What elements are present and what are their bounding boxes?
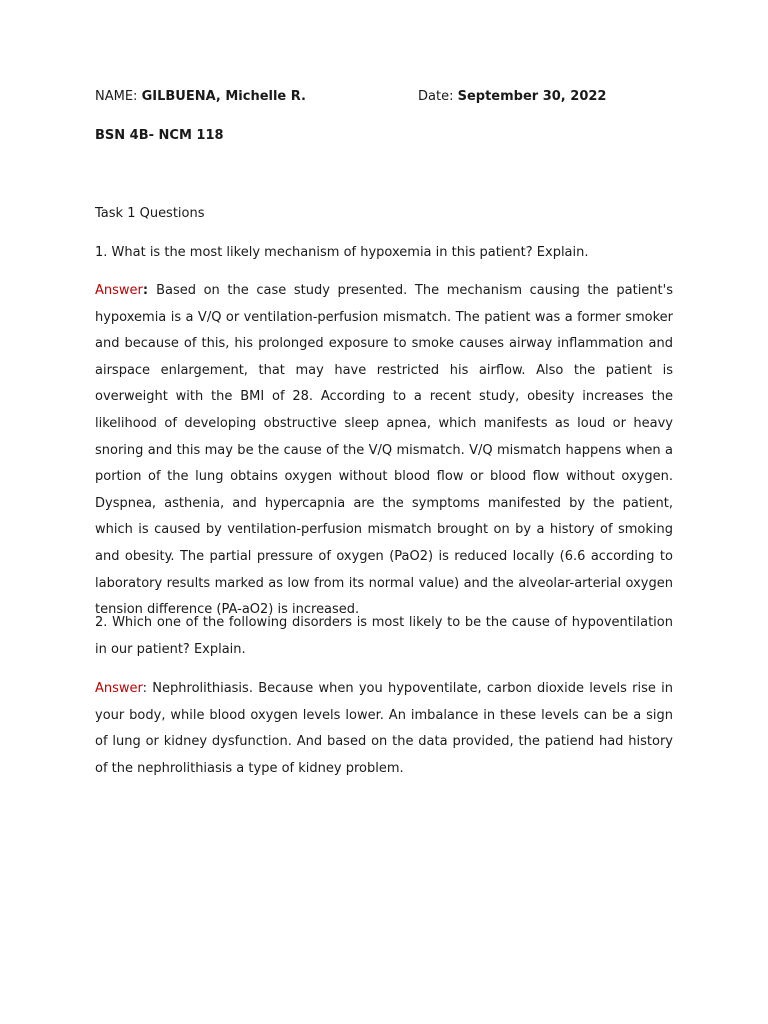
name-label: NAME: bbox=[95, 89, 142, 104]
student-name: GILBUENA, Michelle R. bbox=[141, 89, 306, 104]
answer-2 bbox=[95, 676, 673, 782]
answer-2-text: Nephrolithiasis. Because when you hypoventilate, carbon dioxide levels rise in your body, while blood oxygen levels lower. An imbalance in these levels can be a sign of lung or kidney dysfunction. And based on the data provided, the patiend had history of the nephrolithiasis a type of kidney problem. bbox=[95, 681, 673, 776]
date-value: September 30, 2022 bbox=[457, 89, 607, 104]
task-title: Task 1 Questions bbox=[95, 206, 205, 221]
question-1: 1. What is the most likely mechanism of hypoxemia in this patient? Explain. bbox=[95, 245, 589, 260]
date-label: Date: bbox=[418, 89, 458, 104]
answer-1-text: Based on the case study presented. The mechanism causing the patient's hypoxemia is a V/Q or ventilation-perfusion mismatch. The patient was a former smoker and because of this, his prolonged exposure to smoke causes airway inflammation and airspace enlargement, that may have restricted his airflow. Also the patient is overweight with the BMI of 28. According to a recent study, obesity increases the likelihood of developing obstructive sleep apnea, which manifests as loud or heavy snoring and this may be the cause of the V/Q mismatch. V/Q mismatch happens when a portion of the lung obtains oxygen without blood flow or blood flow without oxygen. Dyspnea, asthenia, and hypercapnia are the symptoms manifested by the patient, which is caused by ventilation-perfusion mismatch brought on by a history of smoking and obesity. The partial pressure of oxygen (PaO2) is reduced locally (6.6 according to laboratory results marked as low from its normal value) and the alveolar-arterial oxygen tension difference (PA-aO2) is increased. bbox=[95, 283, 673, 618]
answer-2-label: Answer bbox=[95, 681, 143, 696]
course-line: BSN 4B- NCM 118 bbox=[95, 128, 224, 143]
answer-1-colon: : bbox=[142, 283, 157, 298]
answer-1-label: Answer bbox=[95, 283, 143, 298]
date-line bbox=[418, 88, 606, 105]
name-line bbox=[95, 88, 306, 105]
answer-1 bbox=[95, 278, 673, 624]
question-2: 2. Which one of the following disorders is most likely to be the cause of hypoventilation in our patient? Explain. bbox=[95, 615, 673, 657]
answer-2-colon: : bbox=[142, 681, 153, 696]
